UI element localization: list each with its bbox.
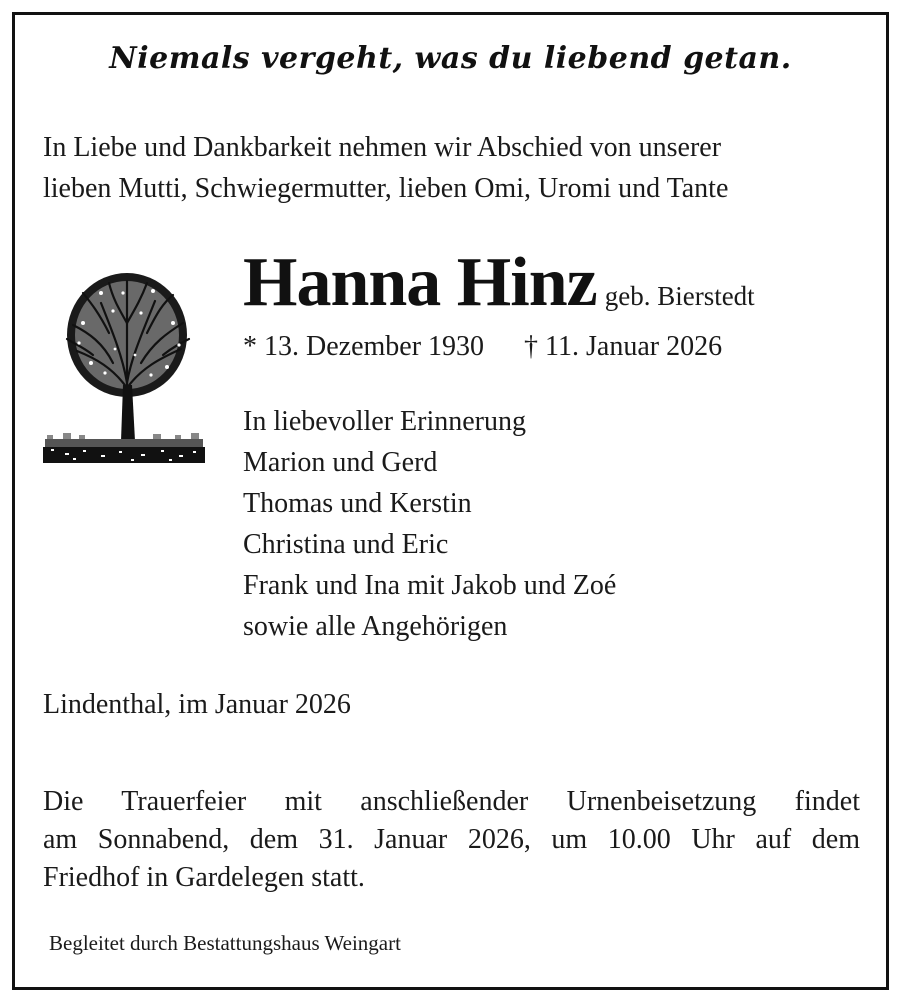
deceased-name: Hanna Hinz: [243, 244, 597, 321]
birth-name: geb. Bierstedt: [604, 281, 755, 311]
mourner-line: Frank und Ina mit Jakob und Zoé: [243, 570, 617, 601]
mourner-line: In liebevoller Erinnerung: [243, 406, 527, 437]
undertaker-credit: Begleitet durch Bestattungshaus Weingart: [49, 931, 401, 955]
obituary-notice: [12, 12, 889, 990]
mourner-line: Thomas und Kerstin: [243, 488, 472, 519]
name-line: [243, 243, 755, 323]
ceremony-info: [43, 783, 860, 897]
mourner-line: sowie alle Angehörigen: [243, 611, 508, 642]
motto: Niemals vergeht, was du liebend getan.: [109, 41, 792, 76]
ceremony-line: am Sonnabend, dem 31. Januar 2026, um 10.00 Uhr auf dem: [43, 824, 860, 855]
intro-line: In Liebe und Dankbarkeit nehmen wir Abschied von unserer: [43, 132, 722, 163]
life-dates: [243, 331, 722, 363]
mourners-list: [243, 401, 616, 647]
tree-icon: [43, 263, 205, 477]
birth-date: * 13. Dezember 1930: [243, 331, 485, 362]
mourner-line: Marion und Gerd: [243, 447, 438, 478]
intro-text: [43, 127, 863, 209]
ceremony-line: Friedhof in Gardelegen statt.: [43, 862, 365, 893]
ceremony-line: Die Trauerfeier mit anschließender Urnenbeisetzung findet: [43, 786, 860, 817]
intro-line: lieben Mutti, Schwiegermutter, lieben Omi, Uromi und Tante: [43, 173, 729, 204]
death-date: † 11. Januar 2026: [524, 331, 723, 362]
mourner-line: Christina und Eric: [243, 529, 449, 560]
place-date: Lindenthal, im Januar 2026: [43, 689, 351, 720]
